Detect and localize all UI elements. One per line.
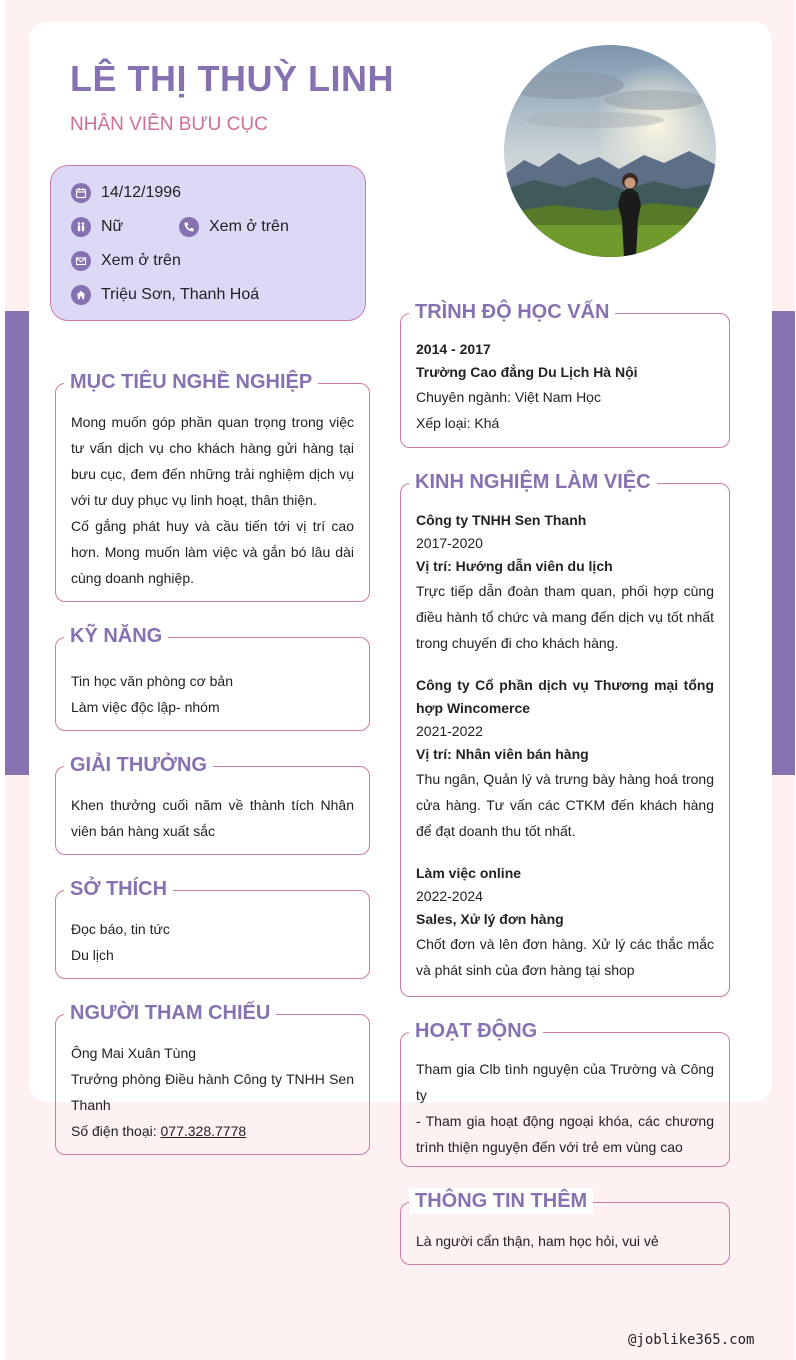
skill-item: Tin học văn phòng cơ bản (71, 673, 233, 689)
birthday-value: 14/12/1996 (101, 184, 182, 201)
gender-icon (71, 217, 91, 237)
job-description: Thu ngân, Quản lý và trưng bày hàng hoá trong cửa hàng. Tư vấn các CTKM đến khách hàng để đạt doanh thu tốt nhất. (416, 771, 714, 839)
job-description: Trực tiếp dẫn đoàn tham quan, phối hợp cùng điều hành tổ chức và mang đến dịch vụ tốt nhất trong chuyến đi cho khách hàng. (416, 583, 714, 651)
section-experience (400, 471, 730, 997)
mail-icon (71, 251, 91, 271)
job-entry (416, 509, 714, 656)
contact-email (71, 251, 181, 271)
section-title-skills: KỸ NĂNG (64, 623, 168, 649)
objective-para-2: Cố gắng phát huy và cầu tiến tới vị trí cao hơn. Mong muốn làm việc và gắn bó lâu dài cùng doanh nghiệp. (71, 518, 354, 586)
job-description: Chốt đơn và lên đơn hàng. Xử lý các thắc mắc và phát sinh của đơn hàng tại shop (416, 936, 714, 978)
education-grade: Xếp loại: Khá (416, 415, 500, 431)
education-major: Chuyên ngành: Việt Nam Học (416, 389, 601, 405)
section-skills (55, 625, 370, 731)
job-period: 2021-2022 (416, 723, 483, 739)
reference-role: Trưởng phòng Điều hành Công ty TNHH Sen Thanh (71, 1071, 354, 1113)
job-company: Công ty Cổ phần dịch vụ Thương mại tổng hợp Wincomerce (416, 677, 714, 716)
phone-value: Xem ở trên (209, 218, 289, 235)
candidate-name: LÊ THỊ THUỲ LINH (70, 58, 394, 99)
job-position: Vị trí: Hướng dẫn viên du lịch (416, 558, 613, 574)
contact-birthday (71, 183, 181, 203)
reference-phone-link[interactable]: 077.328.7778 (160, 1123, 247, 1139)
section-title-experience: KINH NGHIỆM LÀM VIỆC (409, 469, 657, 495)
objective-para-1: Mong muốn góp phần quan trọng trong việc tư vấn dịch vụ cho khách hàng gửi hàng tại bưu cục, đem đến những trải nghiệm dịch vụ với tư duy phục vụ linh hoạt, thân thiện. (71, 414, 354, 508)
job-position: Sales, Xử lý đơn hàng (416, 911, 564, 927)
gender-value: Nữ (101, 218, 124, 235)
hobby-item: Du lịch (71, 947, 114, 963)
section-awards (55, 754, 370, 855)
section-title-hobbies: SỞ THÍCH (64, 876, 173, 902)
section-title-objective: MỤC TIÊU NGHỀ NGHIỆP (64, 369, 318, 395)
contact-box (50, 165, 366, 321)
job-position: Vị trí: Nhân viên bán hàng (416, 746, 589, 762)
section-hobbies (55, 878, 370, 979)
section-title-reference: NGƯỜI THAM CHIẾU (64, 1000, 276, 1026)
contact-gender (71, 217, 123, 237)
address-value: Triệu Sơn, Thanh Hoá (101, 286, 260, 303)
job-company: Công ty TNHH Sen Thanh (416, 512, 587, 528)
job-entry (416, 862, 714, 983)
hobby-item: Đọc báo, tin tức (71, 921, 170, 937)
contact-address (71, 285, 259, 305)
right-decor-band (771, 311, 795, 775)
job-entry (416, 674, 714, 844)
home-icon (71, 285, 91, 305)
job-period: 2022-2024 (416, 888, 483, 904)
section-objective (55, 371, 370, 602)
job-position: NHÂN VIÊN BƯU CỤC (70, 114, 268, 135)
calendar-icon (71, 183, 91, 203)
left-decor-band (5, 311, 29, 775)
reference-phone-label: Số điện thoại: (71, 1123, 161, 1139)
job-company: Làm việc online (416, 865, 522, 881)
section-title-extra-info: THÔNG TIN THÊM (409, 1188, 593, 1214)
reference-phone-row (71, 1118, 354, 1144)
activity-item: - Tham gia hoạt động ngoại khóa, các chương trình thiện nguyện đến với trẻ em vùng cao (416, 1113, 714, 1155)
skill-item: Làm việc độc lập- nhóm (71, 699, 220, 715)
contact-phone (179, 217, 289, 237)
section-education (400, 301, 730, 448)
reference-name: Ông Mai Xuân Tùng (71, 1045, 197, 1061)
education-school: Trường Cao đẳng Du Lịch Hà Nội (416, 364, 638, 380)
activity-item: Tham gia Clb tình nguyện của Trường và Công ty (416, 1061, 714, 1103)
section-title-activities: HOẠT ĐỘNG (409, 1018, 543, 1044)
education-period: 2014 - 2017 (416, 341, 491, 357)
section-title-education: TRÌNH ĐỘ HỌC VẤN (409, 299, 615, 325)
section-title-awards: GIẢI THƯỞNG (64, 752, 213, 778)
profile-photo (504, 45, 716, 257)
email-value: Xem ở trên (101, 252, 181, 269)
award-text: Khen thưởng cuối năm về thành tích Nhân viên bán hàng xuất sắc (71, 797, 354, 839)
site-watermark: @joblike365.com (628, 1332, 755, 1348)
section-activities (400, 1020, 730, 1167)
section-extra-info (400, 1190, 730, 1265)
job-period: 2017-2020 (416, 535, 483, 551)
phone-icon (179, 217, 199, 237)
extra-info-text: Là người cẩn thận, ham học hỏi, vui vẻ (416, 1233, 659, 1249)
section-reference (55, 1002, 370, 1155)
